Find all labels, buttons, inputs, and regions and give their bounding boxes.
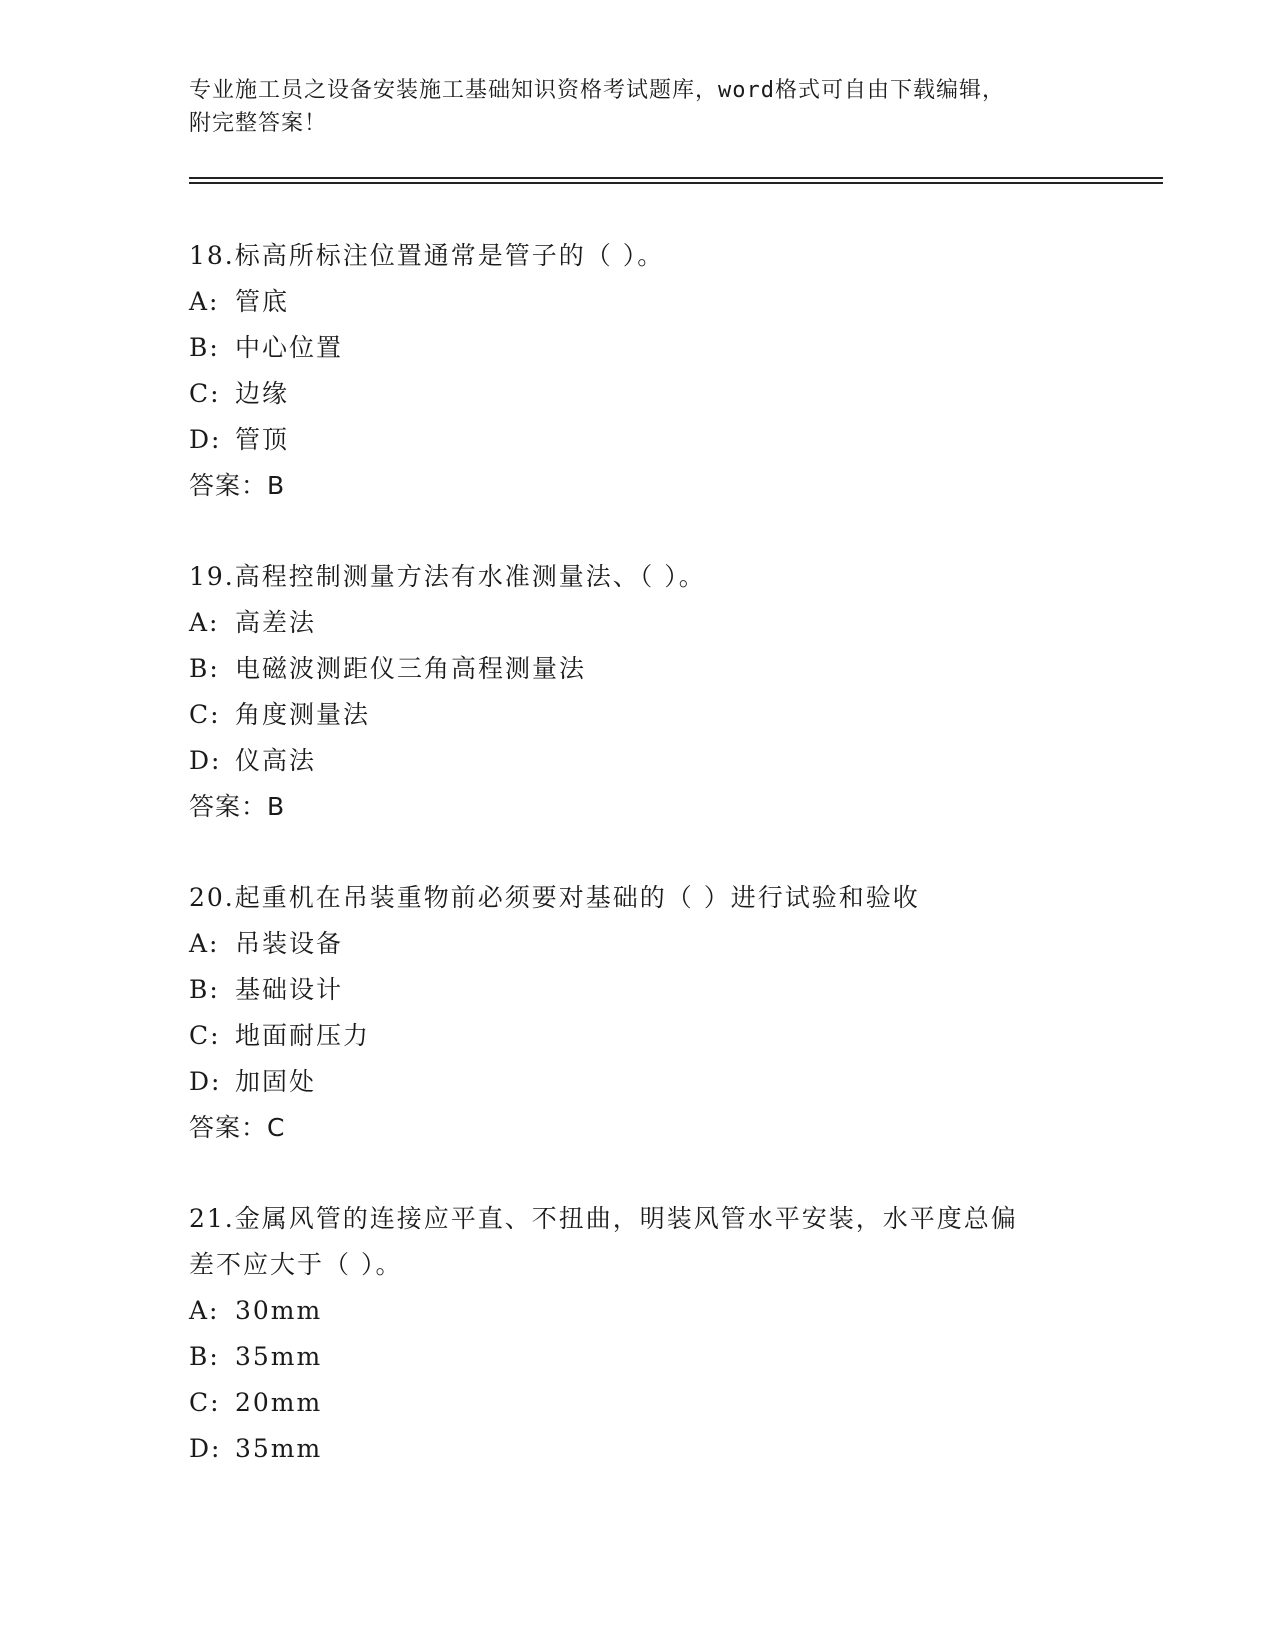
option-text: 边缘	[235, 379, 290, 408]
option-key: D:	[189, 1434, 222, 1463]
option-c	[189, 692, 1089, 738]
option-key: B:	[189, 975, 220, 1004]
option-text: 高差法	[235, 608, 317, 637]
document-header	[189, 74, 1069, 140]
option-text: 吊装设备	[235, 929, 344, 958]
option-key: C:	[189, 1021, 221, 1050]
option-key: C:	[189, 379, 221, 408]
option-key: A:	[189, 1296, 220, 1325]
option-text: 35mm	[235, 1342, 323, 1371]
option-text: 中心位置	[235, 333, 344, 362]
option-a	[189, 921, 1089, 967]
answer-line: 答案：C	[189, 1113, 286, 1142]
option-b	[189, 646, 1089, 692]
option-a	[189, 1288, 1089, 1334]
option-c	[189, 1380, 1089, 1426]
option-b	[189, 1334, 1089, 1380]
question-stem: 19.高程控制测量方法有水准测量法、（ ）。	[189, 562, 706, 591]
option-text: 基础设计	[235, 975, 344, 1004]
question-stem-line-1: 21.金属风管的连接应平直、不扭曲，明装风管水平安装，水平度总偏	[189, 1204, 1018, 1233]
option-key: D:	[189, 425, 222, 454]
option-text: 角度测量法	[235, 700, 371, 729]
header-divider-top	[189, 177, 1163, 179]
option-text: 电磁波测距仪三角高程测量法	[235, 654, 587, 683]
option-d	[189, 1059, 1089, 1105]
option-text: 仪高法	[235, 746, 317, 775]
answer-line: 答案：B	[189, 792, 286, 821]
question-20	[189, 875, 1089, 1151]
option-b	[189, 325, 1089, 371]
question-stem: 20.起重机在吊装重物前必须要对基础的（ ）进行试验和验收	[189, 883, 920, 912]
option-key: B:	[189, 1342, 220, 1371]
option-d	[189, 738, 1089, 784]
question-18	[189, 233, 1089, 509]
option-c	[189, 1013, 1089, 1059]
option-text: 30mm	[235, 1296, 323, 1325]
option-a	[189, 279, 1089, 325]
option-text: 管顶	[235, 425, 290, 454]
question-stem: 18.标高所标注位置通常是管子的（ ）。	[189, 241, 665, 270]
header-divider-bottom	[189, 182, 1163, 184]
answer-line: 答案：B	[189, 471, 286, 500]
question-stem-line-2: 差不应大于（ ）。	[189, 1250, 403, 1279]
option-key: C:	[189, 1388, 221, 1417]
option-b	[189, 967, 1089, 1013]
option-key: A:	[189, 287, 220, 316]
option-text: 20mm	[235, 1388, 323, 1417]
option-key: C:	[189, 700, 221, 729]
option-d	[189, 1426, 1089, 1472]
option-text: 管底	[235, 287, 290, 316]
question-19	[189, 554, 1089, 830]
option-d	[189, 417, 1089, 463]
option-key: B:	[189, 333, 220, 362]
header-line-1: 专业施工员之设备安装施工基础知识资格考试题库，word格式可自由下载编辑，	[189, 78, 1005, 103]
option-text: 35mm	[235, 1434, 323, 1463]
option-key: D:	[189, 746, 222, 775]
question-21	[189, 1196, 1089, 1472]
option-key: A:	[189, 608, 220, 637]
option-key: D:	[189, 1067, 222, 1096]
option-text: 加固处	[235, 1067, 317, 1096]
option-c	[189, 371, 1089, 417]
option-a	[189, 600, 1089, 646]
option-key: A:	[189, 929, 220, 958]
option-key: B:	[189, 654, 220, 683]
header-line-2: 附完整答案！	[189, 111, 328, 136]
option-text: 地面耐压力	[235, 1021, 371, 1050]
